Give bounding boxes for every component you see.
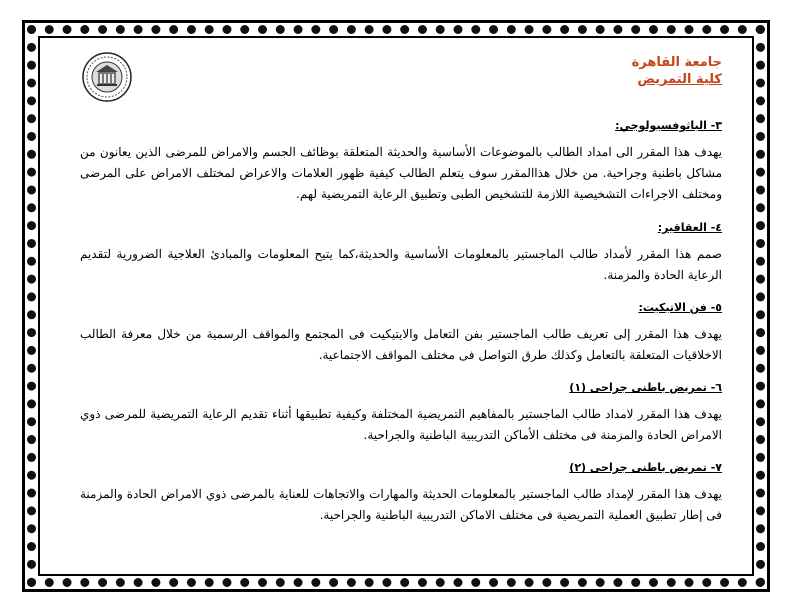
section-body: يهدف هذا المقرر الى امداد الطالب بالموضوعات الأساسية والحديثة المتعلقة بوظائف الجسم والامراض للمرضى الذين يعانون من مشاكل باطنية وجراحية. من خلال هذاالمقرر سوف يتعلم الطالب كيفية ظهور العلامات والاعراض لمختلف الامراض على المرضى ومختلف الاجراءات التشخيصية اللازمة للتشخيص الطبى وتطبيق الرعاية التمريضية لهم. (80, 145, 722, 201)
section-heading: ٣- الباثوفسيولوجي: (615, 119, 722, 132)
section-heading: ٤- العقاقير: (657, 221, 722, 234)
section-pathophysiology (80, 118, 722, 205)
section-heading: ٧- تمريض باطنى جراحى (٢) (569, 461, 722, 474)
letterhead (632, 54, 722, 88)
section-med-surg-1 (80, 380, 722, 446)
section-etiquette (80, 300, 722, 366)
section-heading: ٦- تمريض باطنى جراحى (١) (569, 381, 722, 394)
section-pharmacology (80, 220, 722, 286)
section-heading: ٥- فن الاتيكيت: (638, 301, 722, 314)
university-seal-icon (82, 52, 132, 102)
section-med-surg-2 (80, 460, 722, 526)
section-body: يهدف هذا المقرر لامداد طالب الماجستير بالمفاهيم التمريضية المختلفة وكيفية تطبيقها أثناء تقديم الرعاية التمريضية للمرضى ذوي الامراض الحادة والمزمنة فى مختلف الأماكن التدريبية الباطنية والجراحية. (80, 407, 722, 442)
section-body: صمم هذا المقرر لأمداد طالب الماجستير بالمعلومات الأساسية والحديثة،كما يتيح المعلومات والمبادئ العلاجية الضرورية لتقديم الرعاية الحادة والمزمنة. (80, 247, 722, 282)
section-body: يهدف هذا المقرر إلى تعريف طالب الماجستير بفن التعامل والايتيكيت فى المجتمع والمواقف الرسمية من خلال معرفة الطالب الاخلاقيات المتعلقة بالتعامل وكذلك طرق التواصل فى مختلف المواقف الاجتماعية. (80, 327, 722, 362)
section-body: يهدف هذا المقرر لإمداد طالب الماجستير بالمعلومات الحديثة والمهارات والاتجاهات للعناية بالمرضى ذوي الامراض الحادة والمزمنة فى إطار تطبيق العملية التمريضية فى مختلف الاماكن التدريبية الباطنية والجراحية. (80, 487, 722, 522)
university-name: جامعة القاهرة (631, 55, 722, 70)
document-page (80, 40, 722, 570)
faculty-name: كلية التمريض (637, 72, 722, 87)
